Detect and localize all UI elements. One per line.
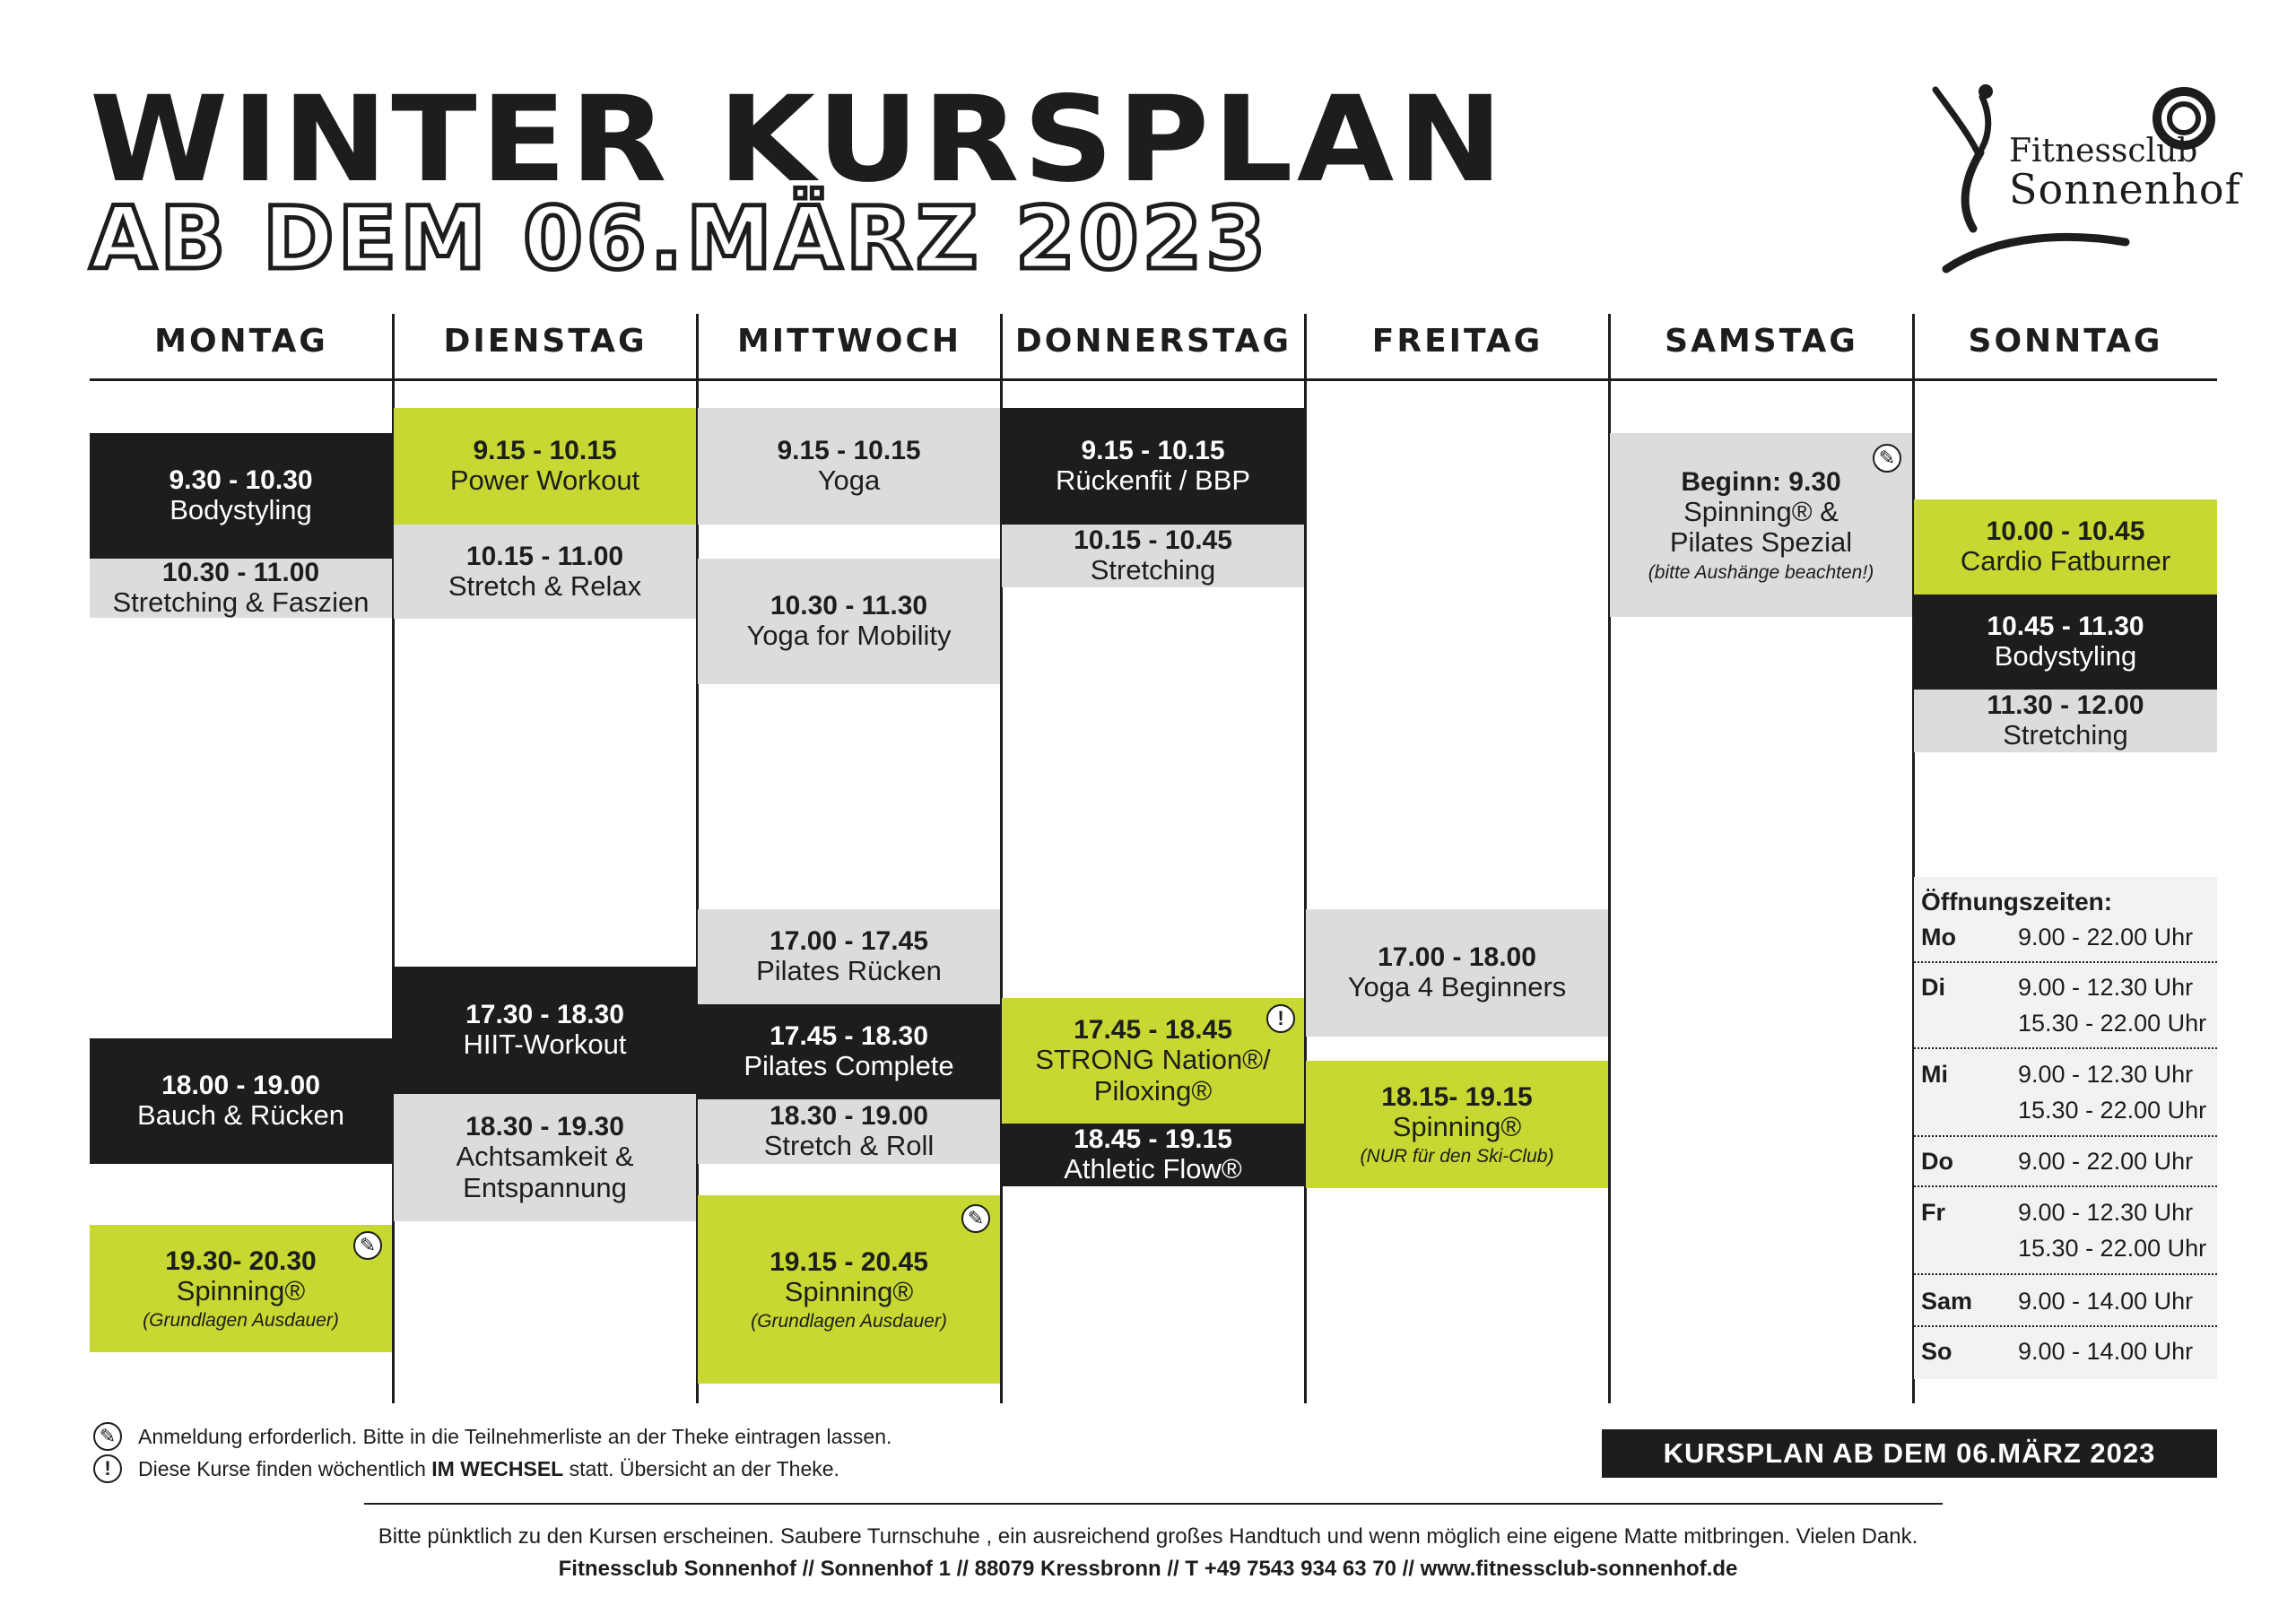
course-time: 9.15 - 10.15: [473, 436, 617, 466]
course-name: Bauch & Rücken: [137, 1099, 344, 1132]
pencil-icon: ✎: [93, 1422, 122, 1451]
page-title: WINTER KURSPLAN: [90, 71, 1507, 209]
course-block: [1002, 998, 1304, 1124]
hours-divider: [1914, 1185, 2217, 1187]
opening-hours-title: Öffnungszeiten:: [1921, 888, 2113, 916]
course-name: Spinning®: [176, 1274, 306, 1306]
day-header-tuesday: DIENSTAG: [443, 323, 648, 360]
course-block: [698, 408, 1000, 525]
course-name: Pilates Complete: [744, 1050, 954, 1082]
course-time: 10.15 - 10.45: [1074, 525, 1232, 556]
course-name: Spinning®: [784, 1275, 914, 1307]
course-time: 17.00 - 17.45: [770, 926, 928, 957]
course-name: Stretching: [2003, 719, 2128, 751]
course-block: [1306, 1061, 1608, 1188]
course-name: Bodystyling: [1994, 640, 2137, 673]
day-header-saturday: SAMSTAG: [1665, 323, 1858, 360]
course-note: (bitte Aushänge beachten!): [1648, 561, 1874, 583]
course-name-line2: Piloxing®: [1093, 1074, 1213, 1107]
course-block: [394, 967, 696, 1094]
legend-registration: Anmeldung erforderlich. Bitte in die Teilnehmerliste an der Theke eintragen lassen.: [138, 1425, 892, 1448]
course-name: Stretch & Relax: [448, 569, 642, 602]
course-name: Spinning®: [1392, 1110, 1522, 1142]
course-name: Athletic Flow®: [1064, 1153, 1242, 1185]
hours-time: 9.00 - 22.00 Uhr: [2018, 1148, 2194, 1175]
course-name-line2: Entspannung: [463, 1171, 627, 1203]
hours-time: 9.00 - 12.30 Uhr: [2018, 1061, 2194, 1088]
course-block: [1306, 909, 1608, 1037]
course-time: 18.30 - 19.30: [465, 1112, 624, 1142]
course-block: [1914, 690, 2217, 752]
day-header-thursday: DONNERSTAG: [1014, 323, 1292, 360]
course-block: [698, 1195, 1000, 1384]
course-time: 17.45 - 18.30: [770, 1021, 928, 1052]
course-block: [394, 408, 696, 525]
exclamation-icon: !: [1266, 1004, 1295, 1033]
course-block: [698, 1004, 1000, 1099]
course-name: Yoga: [817, 464, 881, 497]
course-time: 18.30 - 19.00: [770, 1101, 928, 1132]
course-name: Stretching: [1090, 554, 1216, 586]
hours-day: So: [1921, 1338, 1952, 1365]
course-time: 19.30- 20.30: [165, 1245, 317, 1276]
course-time: 18.00 - 19.00: [161, 1071, 320, 1101]
hours-divider: [1914, 1135, 2217, 1137]
footer-divider: [364, 1503, 1943, 1505]
course-name: Yoga for Mobility: [746, 620, 952, 652]
course-block: [1002, 1124, 1304, 1186]
day-header-sunday: SONNTAG: [1968, 323, 2163, 360]
course-block: [394, 1094, 696, 1221]
hours-time: 15.30 - 22.00 Uhr: [2018, 1097, 2207, 1124]
course-name-line2: Pilates Spezial: [1669, 526, 1853, 559]
hours-time: 9.00 - 12.30 Uhr: [2018, 974, 2194, 1001]
course-block: [1610, 433, 1912, 617]
hours-time: 9.00 - 12.30 Uhr: [2018, 1199, 2194, 1226]
course-name: Yoga 4 Beginners: [1347, 971, 1567, 1003]
pencil-icon: ✎: [961, 1204, 990, 1233]
course-name: Rückenfit / BBP: [1055, 464, 1251, 497]
course-time: 11.30 - 12.00: [1987, 690, 2144, 721]
course-name: Stretch & Roll: [763, 1130, 935, 1162]
course-time: 17.45 - 18.45: [1074, 1015, 1232, 1046]
header-divider: [90, 378, 2217, 381]
course-block: [394, 525, 696, 619]
legend-alternating: Diese Kurse finden wöchentlich IM WECHSEL statt. Übersicht an der Theke.: [138, 1457, 839, 1480]
course-name: Cardio Fatburner: [1960, 545, 2171, 577]
hours-time: 15.30 - 22.00 Uhr: [2018, 1235, 2207, 1262]
course-name: Pilates Rücken: [756, 955, 942, 987]
course-block: [90, 1225, 392, 1352]
hours-day: Fr: [1921, 1199, 1945, 1226]
day-header-monday: MONTAG: [154, 323, 328, 360]
hours-day: Di: [1921, 974, 1945, 1001]
plan-date-badge: KURSPLAN AB DEM 06.MÄRZ 2023: [1602, 1429, 2217, 1478]
course-time: 9.15 - 10.15: [777, 436, 921, 466]
course-block: [1914, 595, 2217, 690]
course-block: [90, 1038, 392, 1164]
hours-day: Mi: [1921, 1061, 1948, 1088]
course-block: [698, 909, 1000, 1004]
footer-notice: Bitte pünktlich zu den Kursen erscheinen. Saubere Turnschuhe , ein ausreichend großes Handtuch und wenn möglich eine eigene Matte mitbringen. Vielen Dank.: [378, 1524, 1918, 1549]
course-block: [698, 559, 1000, 684]
course-time: 9.30 - 10.30: [169, 465, 313, 496]
course-block: [1914, 499, 2217, 595]
day-header-wednesday: MITTWOCH: [736, 323, 962, 360]
course-name: HIIT-Workout: [463, 1028, 627, 1061]
course-time: 19.15 - 20.45: [770, 1246, 928, 1277]
hours-time: 9.00 - 14.00 Uhr: [2018, 1288, 2194, 1315]
course-block: [1002, 408, 1304, 525]
course-note: (NUR für den Ski-Club): [1360, 1146, 1554, 1167]
footer-contact: Fitnessclub Sonnenhof // Sonnenhof 1 // 88079 Kressbronn // T +49 7543 934 63 70 // www.fitnessclub-sonnenhof.de: [558, 1557, 1738, 1581]
pencil-icon: ✎: [353, 1231, 382, 1260]
course-name: Stretching & Faszien: [112, 586, 370, 619]
course-name: STRONG Nation®/: [1035, 1044, 1271, 1076]
hours-time: 9.00 - 14.00 Uhr: [2018, 1338, 2194, 1365]
hours-time: 15.30 - 22.00 Uhr: [2018, 1010, 2207, 1037]
course-time: 9.15 - 10.15: [1081, 436, 1225, 466]
exclamation-icon: !: [93, 1454, 122, 1483]
course-block: [90, 559, 392, 618]
page-subtitle: AB DEM 06.MÄRZ 2023: [90, 188, 1270, 289]
course-note: (Grundlagen Ausdauer): [143, 1310, 339, 1331]
course-time: 17.00 - 18.00: [1378, 942, 1536, 973]
hours-divider: [1914, 1273, 2217, 1275]
column-divider: [1304, 314, 1307, 1403]
hours-time: 9.00 - 22.00 Uhr: [2018, 924, 2194, 950]
course-block: [698, 1099, 1000, 1164]
course-block: [90, 433, 392, 559]
course-time: 17.30 - 18.30: [465, 1000, 624, 1030]
course-name: Power Workout: [449, 464, 640, 497]
hours-divider: [1914, 1047, 2217, 1049]
logo-text-sonnenhof: Sonnenhof: [2009, 165, 2241, 213]
pencil-icon: ✎: [1873, 444, 1901, 473]
course-time: 18.15- 19.15: [1381, 1081, 1533, 1112]
course-time: 10.15 - 11.00: [465, 541, 624, 571]
course-time: 10.30 - 11.30: [770, 591, 928, 621]
course-time: Beginn: 9.30: [1681, 467, 1841, 498]
course-block: [1002, 525, 1304, 587]
course-time: 10.45 - 11.30: [1987, 612, 2144, 642]
course-name: Spinning® &: [1683, 496, 1839, 528]
course-note: (Grundlagen Ausdauer): [751, 1311, 947, 1332]
course-time: 10.00 - 10.45: [1986, 516, 2145, 547]
course-name: Achtsamkeit &: [456, 1141, 634, 1173]
course-time: 18.45 - 19.15: [1074, 1124, 1232, 1155]
hours-day: Do: [1921, 1148, 1953, 1175]
hours-divider: [1914, 1325, 2217, 1327]
hours-day: Sam: [1921, 1288, 1973, 1315]
hours-divider: [1914, 961, 2217, 963]
logo-text-fitnessclub: Fitnessclub: [2009, 133, 2198, 169]
hours-day: Mo: [1921, 924, 1956, 950]
course-name: Bodystyling: [170, 494, 312, 526]
day-header-friday: FREITAG: [1371, 323, 1544, 360]
course-time: 10.30 - 11.00: [161, 558, 320, 588]
